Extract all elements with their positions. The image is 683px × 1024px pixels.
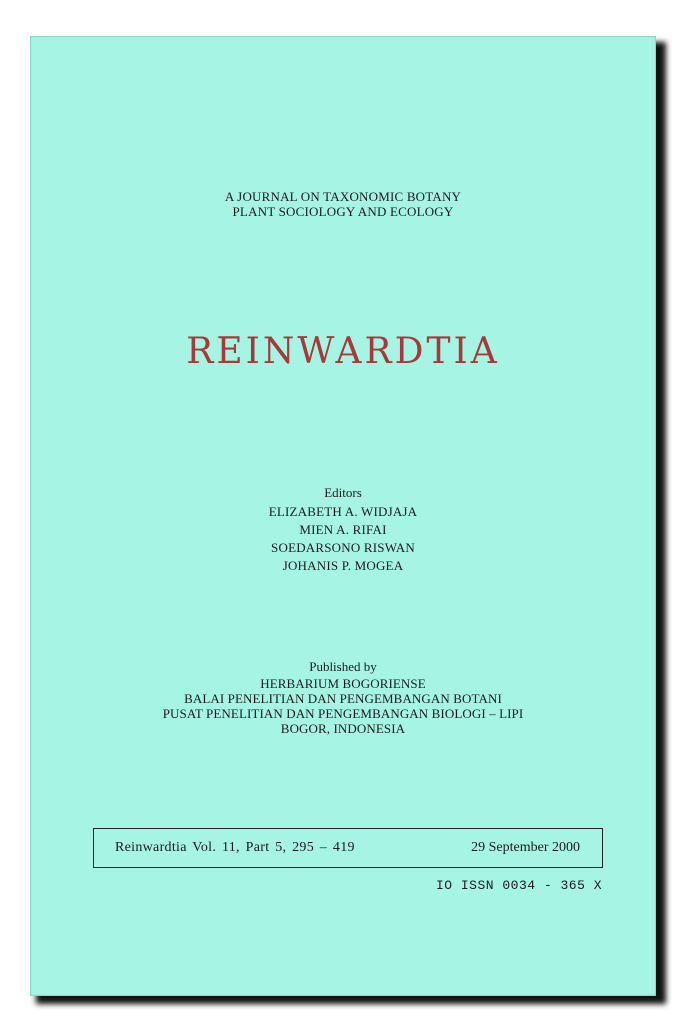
publisher-line: HERBARIUM BOGORIENSE <box>260 676 426 691</box>
editors-heading: Editors <box>324 485 362 500</box>
publisher-line: PUSAT PENELITIAN DAN PENGEMBANGAN BIOLOGI – LIPI <box>162 706 524 721</box>
editors-section <box>30 485 656 575</box>
journal-subtitle-line-2: PLANT SOCIOLOGY AND ECOLOGY <box>232 204 454 219</box>
journal-title: REINWARDTIA <box>186 331 500 372</box>
editor-name: SOEDARSONO RISWAN <box>271 540 415 555</box>
editor-name: JOHANIS P. MOGEA <box>282 558 404 573</box>
volume-info: Reinwardtia Vol. 11, Part 5, 295 – 419 <box>115 840 355 855</box>
published-by-heading: Published by <box>309 659 377 674</box>
publisher-line: BALAI PENELITIAN DAN PENGEMBANGAN BOTANI <box>184 691 502 706</box>
journal-cover <box>30 36 656 996</box>
issue-date: 29 September 2000 <box>471 840 580 855</box>
journal-subtitle-line-1: A JOURNAL ON TAXONOMIC BOTANY <box>224 189 462 204</box>
editor-name: ELIZABETH A. WIDJAJA <box>268 504 418 519</box>
volume-info-box <box>93 828 603 868</box>
issn-number: IO ISSN 0034 - 365 X <box>435 878 602 893</box>
publisher-section <box>30 659 656 736</box>
publisher-line: BOGOR, INDONESIA <box>280 721 406 736</box>
editor-name: MIEN A. RIFAI <box>299 522 387 537</box>
